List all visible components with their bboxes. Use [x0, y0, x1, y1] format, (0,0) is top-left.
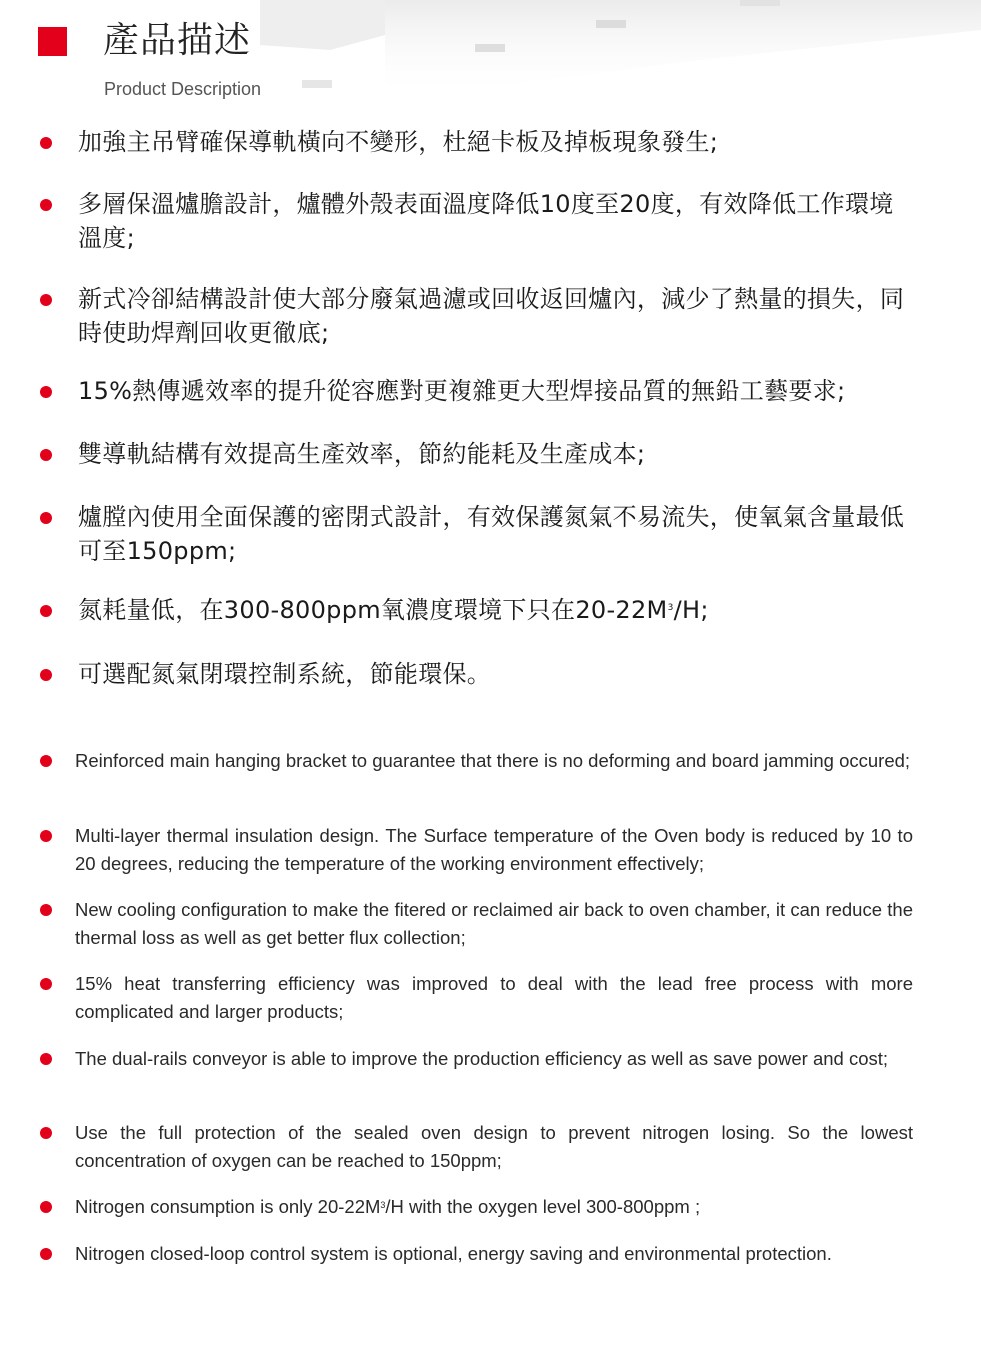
- feature-text: 可選配氮氣閉環控制系統，節能環保。: [78, 660, 492, 688]
- feature-text: 多層保溫爐膽設計，爐體外殼表面溫度降低10度至20度，有效降低工作環境溫度;: [78, 190, 894, 252]
- bullet-icon: [40, 904, 52, 916]
- feature-text: 加強主吊臂確保導軌橫向不變形，杜絕卡板及掉板現象發生;: [78, 128, 719, 156]
- bullet-icon: [40, 1127, 52, 1139]
- feature-text: 15%熱傳遞效率的提升從容應對更複雜更大型焊接品質的無鉛工藝要求;: [78, 377, 846, 405]
- feature-text: 雙導軌結構有效提高生產效率，節約能耗及生產成本;: [78, 440, 646, 468]
- bullet-icon: [40, 1201, 52, 1213]
- feature-text-part: 氮耗量低，在300-800ppm氧濃度環境下只在20-22M: [78, 596, 668, 624]
- bullet-icon: [40, 199, 52, 211]
- bullet-icon: [40, 294, 52, 306]
- bullet-icon: [40, 669, 52, 681]
- feature-text: [78, 593, 914, 627]
- bullet-icon: [40, 605, 52, 617]
- feature-text-part: /H with the oxygen level 300-800ppm ;: [385, 1196, 701, 1217]
- superscript: 3: [380, 1200, 386, 1210]
- bullet-icon: [40, 512, 52, 524]
- section-title-en: Product Description: [104, 79, 262, 99]
- feature-text: Multi-layer thermal insulation design. The Surface temperature of the Oven body is reduced by 10 to 20 degrees, reducing the temperature of the working environment effectively;: [75, 825, 913, 874]
- bullet-icon: [40, 386, 52, 398]
- section-marker-icon: [38, 27, 67, 56]
- bullet-icon: [40, 978, 52, 990]
- feature-text: The dual-rails conveyor is able to improve the production efficiency as well as save power and cost;: [75, 1048, 889, 1069]
- superscript: 3: [667, 603, 674, 613]
- feature-text: [75, 1193, 913, 1221]
- feature-text: Use the full protection of the sealed oven design to prevent nitrogen losing. So the lowest concentration of oxygen can be reached to 150ppm;: [75, 1122, 913, 1171]
- feature-text: Reinforced main hanging bracket to guarantee that there is no deforming and board jamming occured;: [75, 750, 911, 771]
- bullet-icon: [40, 755, 52, 767]
- section-header: [0, 0, 981, 110]
- bullet-icon: [40, 1248, 52, 1260]
- bullet-icon: [40, 830, 52, 842]
- feature-text: New cooling configuration to make the fitered or reclaimed air back to oven chamber, it can reduce the thermal loss as well as get better flux collection;: [75, 899, 913, 948]
- bullet-icon: [40, 137, 52, 149]
- feature-text: 15% heat transferring efficiency was improved to deal with the lead free process with more complicated and larger products;: [75, 973, 913, 1022]
- section-title-zh: 產品描述: [103, 20, 252, 61]
- feature-text-part: /H;: [673, 596, 709, 624]
- bullet-icon: [40, 449, 52, 461]
- feature-text: 爐膛內使用全面保護的密閉式設計，有效保護氮氣不易流失，使氧氣含量最低可至150ppm;: [78, 503, 905, 565]
- feature-text: Nitrogen closed-loop control system is optional, energy saving and environmental protection.: [75, 1243, 832, 1264]
- feature-text-part: Nitrogen consumption is only 20-22M: [75, 1196, 381, 1217]
- bullet-icon: [40, 1053, 52, 1065]
- feature-text: 新式冷卻結構設計使大部分廢氣過濾或回收返回爐內，減少了熱量的損失，同時使助焊劑回收更徹底;: [78, 285, 905, 347]
